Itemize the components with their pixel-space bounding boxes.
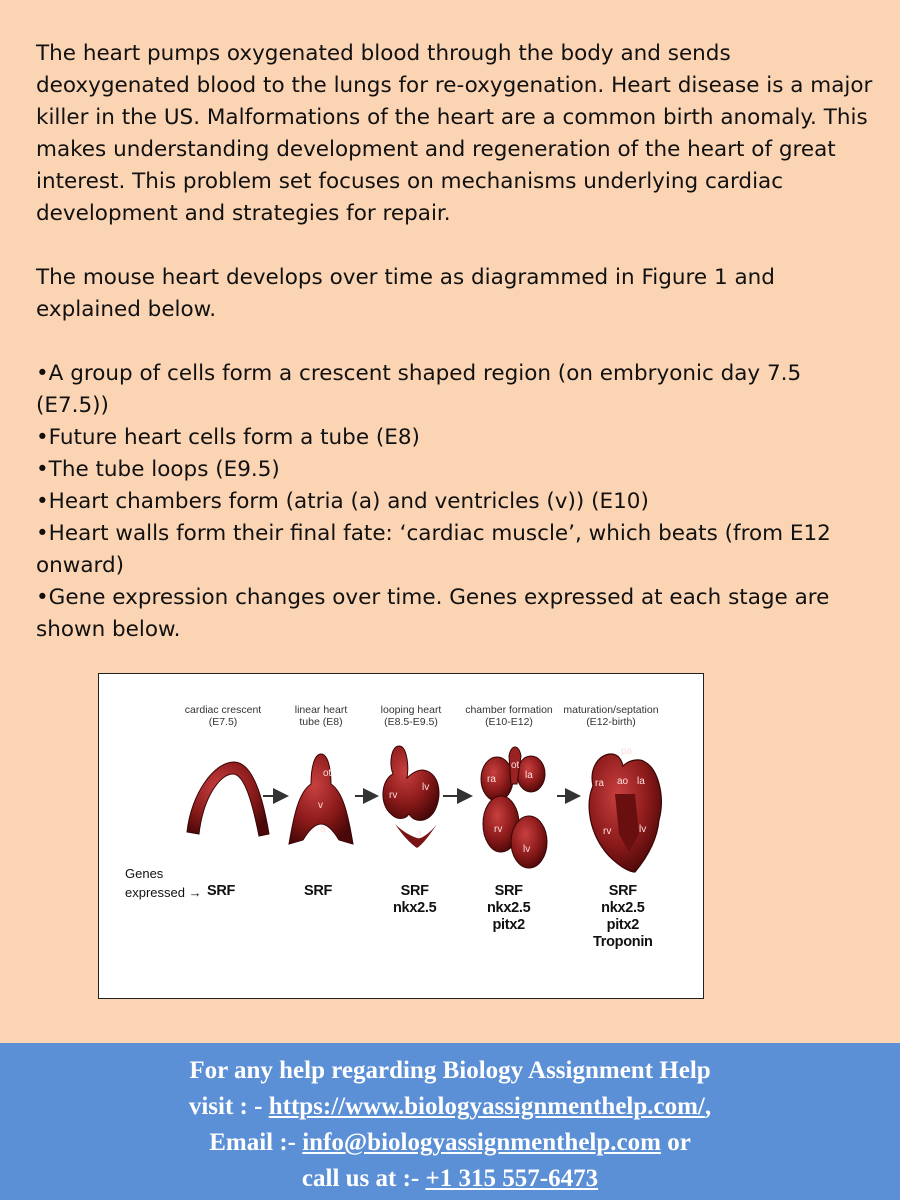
gene-list-maturation xyxy=(593,883,653,951)
visit-label: visit : - xyxy=(188,1093,269,1120)
email-label: Email :- xyxy=(209,1129,303,1156)
stage-name: maturation/septation xyxy=(563,704,659,716)
cardiac-crescent-shape xyxy=(187,762,269,836)
part-label-pa: pa xyxy=(621,746,633,757)
part-label-v: v xyxy=(318,800,323,811)
gene-label: SRF xyxy=(207,883,236,899)
part-label-rv: rv xyxy=(494,824,503,835)
genes-expressed-label xyxy=(125,864,202,902)
gene-label: Troponin xyxy=(593,934,653,950)
gene-label: SRF xyxy=(304,883,333,899)
stage-name: linear heart xyxy=(294,704,348,716)
gene-label: nkx2.5 xyxy=(601,900,645,916)
footer-line-3 xyxy=(0,1125,900,1161)
chamber-ra-shape xyxy=(481,757,513,801)
footer-line-4 xyxy=(0,1161,900,1197)
gene-label: SRF xyxy=(494,883,523,899)
bullet-item: •A group of cells form a crescent shaped region (on embryonic day 7.5 (E7.5)) xyxy=(36,361,802,418)
gene-label: pitx2 xyxy=(492,917,525,933)
part-label-ot: ot xyxy=(323,768,332,779)
website-link[interactable]: https://www.biologyassignmenthelp.com/ xyxy=(268,1093,705,1120)
stage-name: looping heart xyxy=(380,704,442,716)
stage-day: (E10-E12) xyxy=(485,716,533,728)
stage-day: (E7.5) xyxy=(208,716,238,728)
intro-paragraph: The heart pumps oxygenated blood through the body and sends deoxygenated blood to the lungs for re-oxygenation. Heart disease is a major killer in the US. Malformations of the heart are a common birth anomaly. This makes understanding development and regeneration of the heart of great interest. This problem set focuses on mechanisms underlying cardiac development and strategies for repair. xyxy=(36,41,873,226)
stage-day: (E12-birth) xyxy=(586,716,636,728)
url-suffix: , xyxy=(704,1093,712,1120)
part-label-a: a xyxy=(416,828,422,839)
gene-list-crescent xyxy=(207,883,235,900)
bullet-item: •Future heart cells form a tube (E8) xyxy=(36,425,420,450)
part-label-lv: lv xyxy=(422,782,430,793)
chamber-lv-shape xyxy=(511,816,547,868)
stage-day: (E8.5-E9.5) xyxy=(384,716,438,728)
part-label-rv: rv xyxy=(389,790,398,801)
part-label-la: la xyxy=(525,770,533,781)
gene-label: nkx2.5 xyxy=(487,900,531,916)
body-text xyxy=(36,38,876,646)
help-footer xyxy=(0,1043,900,1200)
part-label-ra: ra xyxy=(487,774,496,785)
part-label-lv: lv xyxy=(639,824,647,835)
email-link[interactable]: info@biologyassignmenthelp.com xyxy=(302,1129,661,1156)
phone-link[interactable]: +1 315 557-6473 xyxy=(425,1165,599,1192)
call-label: call us at :- xyxy=(301,1165,426,1192)
footer-line-2 xyxy=(0,1089,900,1125)
heart-development-figure xyxy=(98,673,704,999)
part-label-la: la xyxy=(637,776,645,787)
looping-heart-shape xyxy=(383,746,439,820)
gene-list-linear xyxy=(304,883,332,900)
bullet-item: •Heart chambers form (atria (a) and ventricles (v)) (E10) xyxy=(36,489,649,514)
part-label-lv: lv xyxy=(523,844,531,855)
bullet-item: •Heart walls form their final fate: ‘cardiac muscle’, which beats (from E12 onward) xyxy=(36,521,831,578)
part-label-a: a xyxy=(320,824,326,835)
bullet-item: •The tube loops (E9.5) xyxy=(36,457,280,482)
part-label-ao: ao xyxy=(617,776,629,787)
gene-list-looping xyxy=(393,883,436,917)
stage-name: chamber formation xyxy=(465,704,553,716)
expressed-word: expressed → xyxy=(125,885,202,900)
gene-label: SRF xyxy=(608,883,637,899)
genes-word: Genes xyxy=(125,866,164,881)
gene-label: SRF xyxy=(400,883,429,899)
stage-day: tube (E8) xyxy=(299,716,343,728)
part-label-ra: ra xyxy=(595,778,604,789)
footer-line-1: For any help regarding Biology Assignment Help xyxy=(189,1057,711,1084)
part-label-rv: rv xyxy=(603,826,612,837)
email-suffix: or xyxy=(660,1129,691,1156)
figure-intro-paragraph: The mouse heart develops over time as diagrammed in Figure 1 and explained below. xyxy=(36,265,775,322)
bullet-item: •Gene expression changes over time. Genes expressed at each stage are shown below. xyxy=(36,585,830,642)
gene-label: pitx2 xyxy=(606,917,639,933)
part-label-ot: ot xyxy=(511,760,520,771)
stage-name: cardiac crescent xyxy=(184,704,262,716)
gene-label: nkx2.5 xyxy=(393,900,437,916)
gene-list-chamber xyxy=(487,883,530,934)
